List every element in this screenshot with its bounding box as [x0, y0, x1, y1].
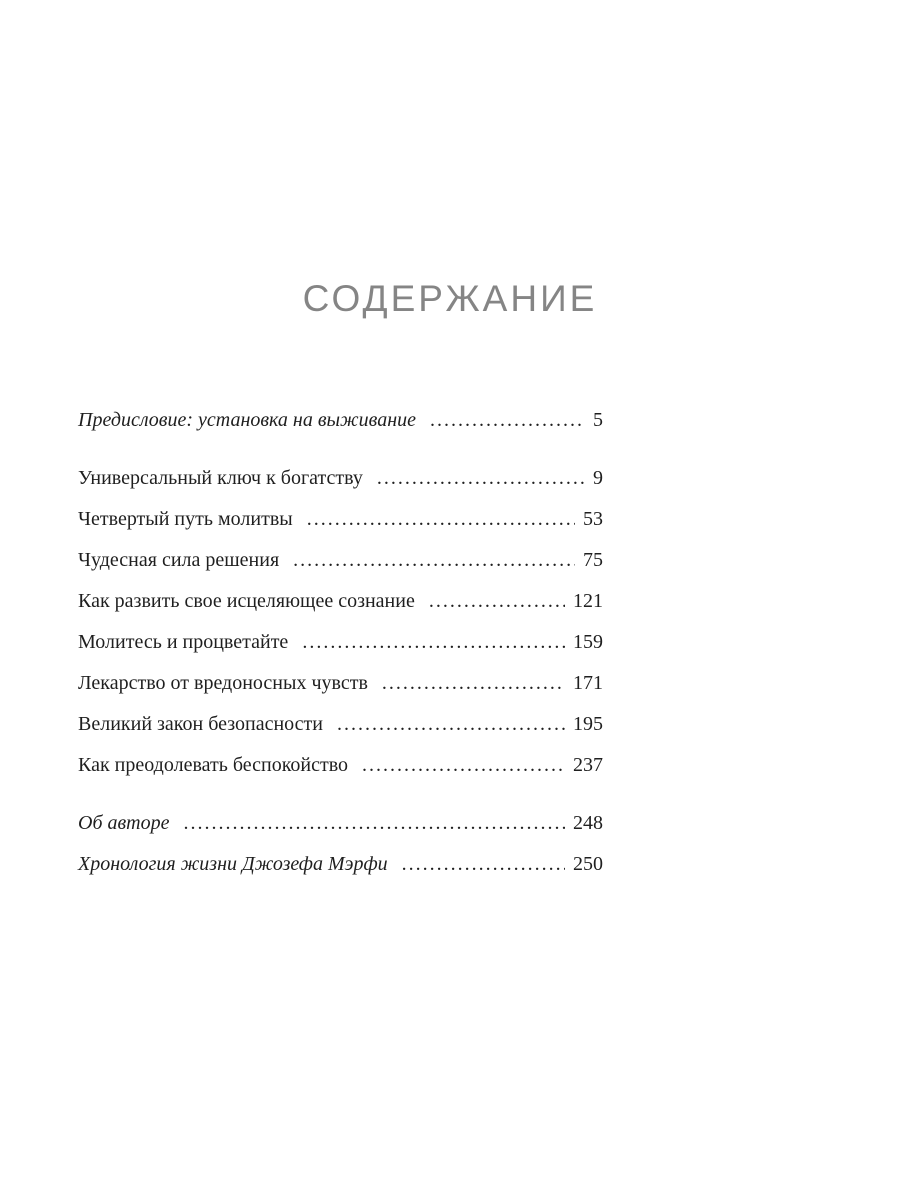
toc-page-number: 53 [583, 508, 603, 530]
toc-page-number: 121 [573, 590, 603, 612]
toc-leader-dots [362, 745, 565, 786]
toc-entry-chapter-3[interactable] [78, 540, 603, 581]
toc-entry-title: Лекарство от вредоносных чувств [78, 672, 368, 694]
toc-entry-title: Как развить свое исцеляющее сознание [78, 590, 415, 612]
toc-leader-dots [184, 803, 565, 844]
toc-page-number: 171 [573, 672, 603, 694]
toc-chapters [78, 458, 603, 786]
toc-entry-chapter-4[interactable] [78, 581, 603, 622]
toc-leader-dots [293, 540, 575, 581]
toc-leader-dots [402, 844, 565, 885]
toc-page-number: 5 [593, 409, 603, 431]
page-title: СОДЕРЖАНИЕ [302, 278, 598, 319]
toc-leader-dots [337, 704, 565, 745]
toc-entry-title: Молитесь и процветайте [78, 631, 289, 653]
toc-entry-chapter-2[interactable] [78, 499, 603, 540]
toc-leader-dots [430, 400, 585, 441]
toc-leader-dots [429, 581, 565, 622]
toc-leader-dots [307, 499, 575, 540]
toc-entry-preface[interactable] [78, 400, 603, 441]
toc-page-number: 159 [573, 631, 603, 653]
toc-page-number: 9 [593, 467, 603, 489]
toc-page-number: 75 [583, 549, 603, 571]
toc-leader-dots [377, 458, 585, 499]
toc-entry-title: Великий закон безопасности [78, 713, 323, 735]
toc-page-number: 195 [573, 713, 603, 735]
toc-entry-title: Хронология жизни Джозефа Мэрфи [78, 853, 388, 875]
toc-entry-title: Предисловие: установка на выживание [78, 409, 416, 431]
toc-entry-chapter-5[interactable] [78, 622, 603, 663]
toc-back-matter [78, 803, 603, 885]
toc-entry-chapter-8[interactable] [78, 745, 603, 786]
toc-entry-chapter-7[interactable] [78, 704, 603, 745]
toc-entry-title: Как преодолевать беспокойство [78, 754, 349, 776]
toc-entry-title: Четвертый путь молитвы [78, 508, 293, 530]
toc-entry-chapter-1[interactable] [78, 458, 603, 499]
toc-entry-chronology[interactable] [78, 844, 603, 885]
toc-front-matter [78, 400, 603, 441]
table-of-contents [78, 400, 603, 885]
toc-page-number: 248 [573, 812, 603, 834]
toc-entry-title: Об авторе [78, 812, 170, 834]
toc-entry-chapter-6[interactable] [78, 663, 603, 704]
toc-leader-dots [382, 663, 565, 704]
toc-entry-title: Универсальный ключ к богатству [78, 467, 363, 489]
toc-page-number: 237 [573, 754, 603, 776]
toc-entry-title: Чудесная сила решения [78, 549, 280, 571]
toc-entry-about-author[interactable] [78, 803, 603, 844]
toc-leader-dots [302, 622, 565, 663]
toc-page-number: 250 [573, 853, 603, 875]
